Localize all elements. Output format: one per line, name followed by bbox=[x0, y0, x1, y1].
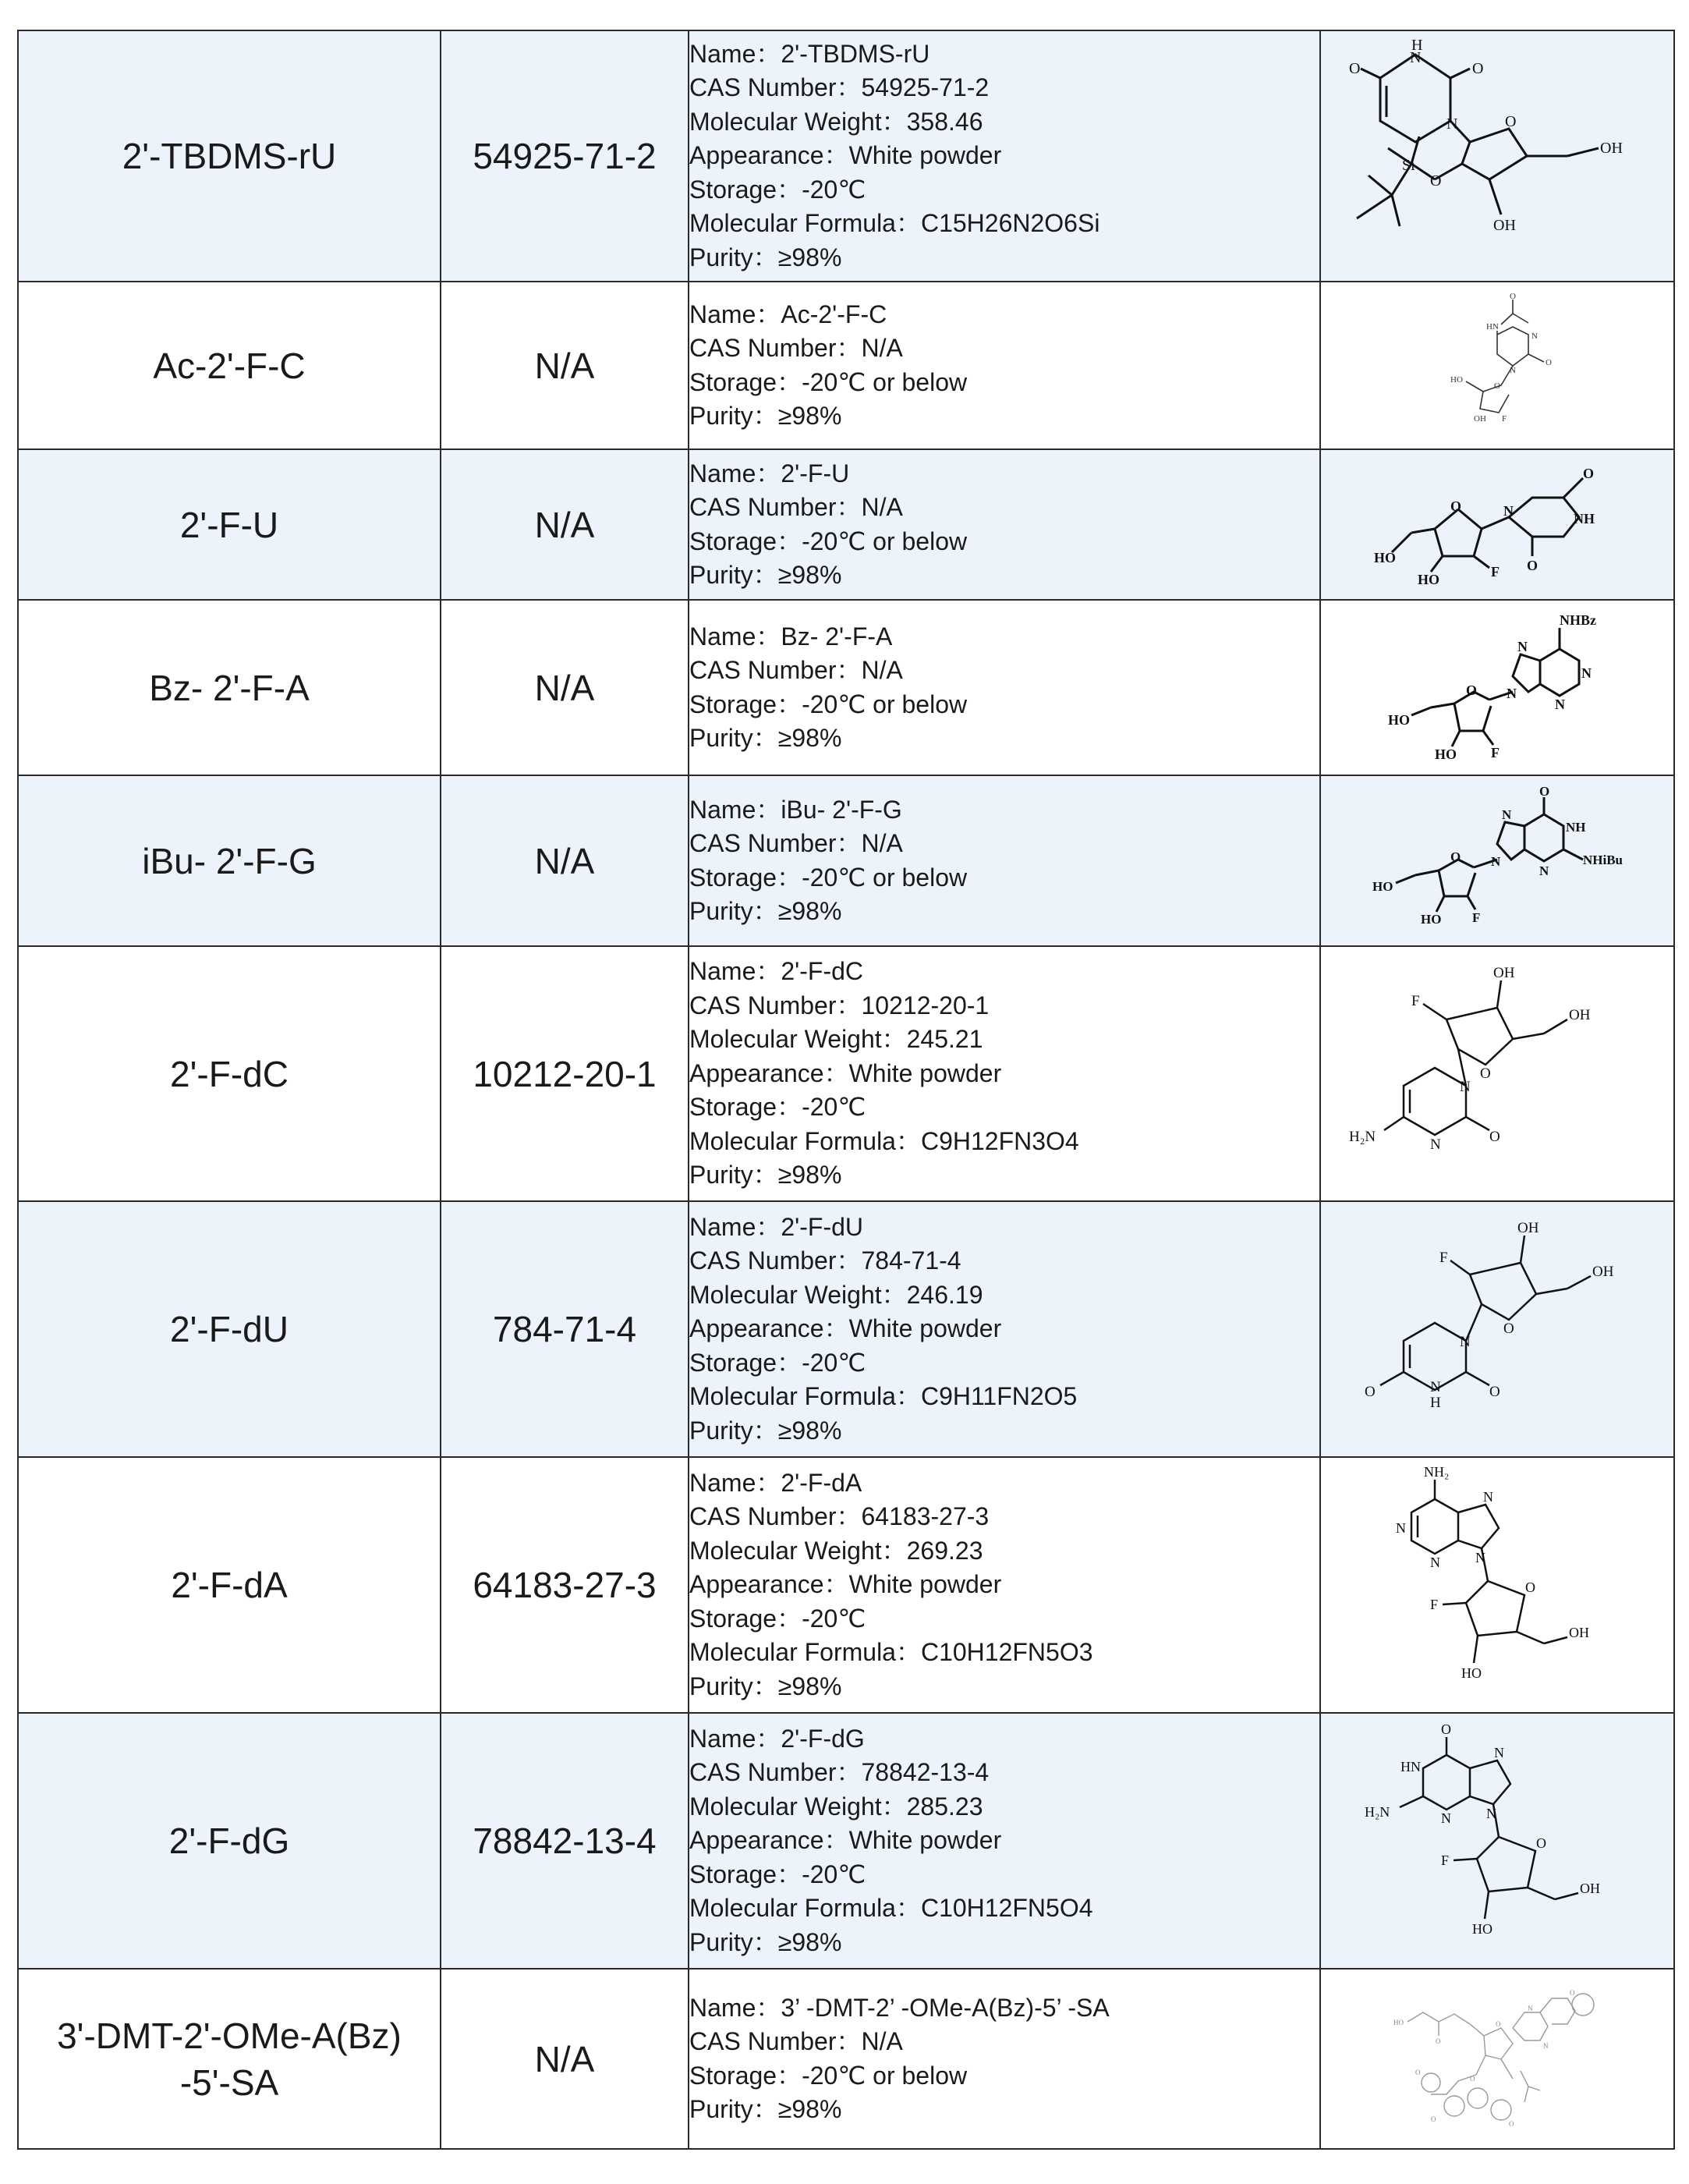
detail-cas: CAS Number：54925-71-2 bbox=[689, 73, 990, 102]
detail-cas: CAS Number：N/A bbox=[689, 829, 903, 857]
structure-label: F bbox=[1411, 992, 1420, 1009]
detail-cas: CAS Number：N/A bbox=[689, 656, 903, 684]
table-row bbox=[18, 449, 1674, 600]
structure-label: N bbox=[1517, 638, 1528, 654]
structure-label: H bbox=[1430, 1395, 1441, 1411]
structure-label: N bbox=[1507, 685, 1517, 701]
cas-number-cell bbox=[441, 1713, 689, 1969]
detail-name: Name：3’ -DMT-2’ -OMe-A(Bz)-5’ -SA bbox=[689, 1993, 1110, 2022]
dmt-ome-adenosine-succinate-structure-icon bbox=[1384, 1981, 1610, 2137]
structure-label: OH bbox=[1569, 1625, 1589, 1640]
table-row bbox=[18, 282, 1674, 449]
structure-label: O bbox=[1509, 2119, 1514, 2128]
detail-appearance: Appearance：White powder bbox=[689, 1826, 1002, 1855]
cas-number: 10212-20-1 bbox=[473, 1053, 657, 1094]
cas-number-cell bbox=[441, 449, 689, 600]
detail-purity: Purity：≥98% bbox=[689, 897, 842, 925]
detail-molecular-weight: Molecular Weight：245.21 bbox=[689, 1025, 983, 1054]
structure-label: N bbox=[1531, 331, 1538, 341]
structure-cell bbox=[1320, 1969, 1674, 2149]
structure-label: O bbox=[1570, 1988, 1575, 1997]
structure-label: O bbox=[1450, 849, 1461, 864]
structure-cell bbox=[1320, 1713, 1674, 1969]
detail-molecular-weight: Molecular Weight：285.23 bbox=[689, 1792, 983, 1821]
detail-storage: Storage：-20℃ bbox=[689, 1348, 866, 1377]
structure-label: OH bbox=[1493, 217, 1516, 234]
table-row bbox=[18, 30, 1674, 282]
product-table bbox=[17, 30, 1675, 2150]
structure-label: O bbox=[1503, 1321, 1514, 1337]
structure-label: NHiBu bbox=[1583, 852, 1623, 867]
structure-label: HO bbox=[1388, 711, 1411, 728]
structure-label: O bbox=[1510, 291, 1516, 301]
structure-label: HO bbox=[1372, 878, 1393, 894]
structure-label: H bbox=[1411, 39, 1423, 54]
product-details-cell bbox=[689, 1969, 1320, 2149]
fluoro-deoxyguanosine-structure-icon bbox=[1333, 1720, 1661, 1962]
detail-purity: Purity：≥98% bbox=[689, 2095, 842, 2123]
detail-name: Name：2'-F-dA bbox=[689, 1468, 862, 1497]
product-name-line: -5'-SA bbox=[179, 2062, 279, 2103]
product-name-cell bbox=[18, 30, 441, 282]
table-row bbox=[18, 775, 1674, 946]
structure-cell bbox=[1320, 30, 1674, 282]
product-details-cell bbox=[689, 1713, 1320, 1969]
structure-label: O bbox=[1441, 1721, 1451, 1737]
structure-label: N bbox=[1503, 502, 1514, 519]
tbdms-uridine-structure-icon bbox=[1333, 39, 1661, 273]
product-name: Ac-2'-F-C bbox=[153, 345, 306, 386]
detail-appearance: Appearance：White powder bbox=[689, 1570, 1002, 1599]
cas-number: 784-71-4 bbox=[492, 1309, 637, 1349]
cas-number-cell bbox=[441, 1457, 689, 1713]
acetyl-fluoro-cytidine-structure-icon bbox=[1411, 292, 1583, 440]
detail-storage: Storage：-20℃ or below bbox=[689, 863, 968, 892]
detail-name: Name：2'-F-dG bbox=[689, 1724, 865, 1753]
structure-label: N bbox=[1441, 1810, 1451, 1826]
structure-label: O bbox=[1436, 2037, 1441, 2045]
product-name-cell bbox=[18, 946, 441, 1201]
detail-storage: Storage：-20℃ or below bbox=[689, 367, 968, 396]
fluoro-deoxyadenosine-structure-icon bbox=[1333, 1464, 1661, 1706]
benzoyl-fluoro-adenosine-structure-icon bbox=[1365, 606, 1630, 770]
structure-label: N bbox=[1491, 853, 1501, 869]
cas-number-cell bbox=[441, 600, 689, 775]
detail-cas: CAS Number：784-71-4 bbox=[689, 1246, 961, 1275]
cas-number: 78842-13-4 bbox=[473, 1821, 657, 1861]
product-name-cell bbox=[18, 1969, 441, 2149]
product-name: 2'-F-U bbox=[179, 504, 279, 545]
cas-number: N/A bbox=[534, 2038, 595, 2079]
product-details-cell bbox=[689, 30, 1320, 282]
detail-cas: CAS Number：N/A bbox=[689, 493, 903, 521]
product-details-cell bbox=[689, 282, 1320, 449]
structure-label: F bbox=[1439, 1250, 1448, 1266]
cas-number: N/A bbox=[534, 345, 595, 386]
structure-label: HO bbox=[1393, 2018, 1404, 2026]
structure-label: N bbox=[1430, 1555, 1440, 1570]
detail-cas: CAS Number：N/A bbox=[689, 334, 903, 362]
product-details-cell bbox=[689, 1201, 1320, 1457]
detail-appearance: Appearance：White powder bbox=[689, 1058, 1002, 1087]
isobutyryl-fluoro-guanosine-structure-icon bbox=[1357, 783, 1638, 939]
structure-label: OH bbox=[1600, 140, 1623, 157]
detail-appearance: Appearance：White powder bbox=[689, 141, 1002, 170]
structure-label: N bbox=[1494, 1745, 1504, 1760]
product-name: 2'-F-dG bbox=[168, 1821, 290, 1861]
fluoro-deoxycytidine-structure-icon bbox=[1333, 957, 1661, 1191]
cas-number-cell bbox=[441, 1969, 689, 2149]
structure-label: O bbox=[1536, 1835, 1546, 1851]
product-name: 2'-F-dC bbox=[170, 1053, 289, 1094]
structure-label: N bbox=[1475, 1550, 1485, 1565]
product-details-cell bbox=[689, 600, 1320, 775]
structure-label: HO bbox=[1435, 746, 1457, 762]
structure-label: N bbox=[1430, 1136, 1441, 1153]
structure-label: N bbox=[1528, 2004, 1533, 2012]
structure-label: O bbox=[1496, 2019, 1501, 2028]
detail-name: Name：2'-F-dU bbox=[689, 1212, 864, 1241]
structure-label: OH bbox=[1569, 1006, 1591, 1023]
product-name-cell bbox=[18, 449, 441, 600]
cas-number-cell bbox=[441, 1201, 689, 1457]
structure-label: N bbox=[1460, 1334, 1471, 1350]
structure-label: OH bbox=[1474, 413, 1486, 424]
structure-label: N bbox=[1486, 1806, 1496, 1821]
structure-cell bbox=[1320, 600, 1674, 775]
product-name-cell bbox=[18, 775, 441, 946]
structure-label: HO bbox=[1472, 1921, 1492, 1937]
detail-cas: CAS Number：N/A bbox=[689, 2027, 903, 2055]
structure-label: F bbox=[1472, 909, 1481, 925]
detail-purity: Purity：≥98% bbox=[689, 724, 842, 752]
detail-storage: Storage：-20℃ or below bbox=[689, 690, 968, 718]
structure-label: O bbox=[1489, 1128, 1500, 1145]
structure-label: HO bbox=[1374, 549, 1397, 566]
structure-cell bbox=[1320, 946, 1674, 1201]
structure-label: OH bbox=[1580, 1881, 1600, 1896]
detail-purity: Purity：≥98% bbox=[689, 1161, 842, 1190]
structure-label: NH₂ bbox=[1424, 1464, 1450, 1480]
structure-label: O bbox=[1539, 783, 1550, 799]
detail-molecular-weight: Molecular Weight：246.19 bbox=[689, 1280, 983, 1309]
detail-name: Name：Ac-2'-F-C bbox=[689, 300, 887, 328]
cas-number: 64183-27-3 bbox=[473, 1565, 657, 1605]
structure-label: HO bbox=[1418, 571, 1440, 587]
structure-label: O bbox=[1365, 1384, 1376, 1400]
table-row bbox=[18, 946, 1674, 1201]
product-details-cell bbox=[689, 449, 1320, 600]
structure-label: O bbox=[1466, 682, 1478, 698]
product-name-cell bbox=[18, 1713, 441, 1969]
table-row bbox=[18, 600, 1674, 775]
structure-cell bbox=[1320, 282, 1674, 449]
detail-purity: Purity：≥98% bbox=[689, 1927, 842, 1956]
fluoro-uridine-structure-icon bbox=[1365, 455, 1630, 595]
detail-storage: Storage：-20℃ bbox=[689, 1860, 866, 1888]
detail-molecular-formula: Molecular Formula：C9H12FN3O4 bbox=[689, 1126, 1079, 1155]
cas-number: 54925-71-2 bbox=[473, 136, 657, 176]
detail-storage: Storage：-20℃ bbox=[689, 1604, 866, 1633]
structure-label: O bbox=[1489, 1384, 1500, 1400]
structure-label: N bbox=[1581, 665, 1592, 681]
cas-number: N/A bbox=[534, 840, 595, 881]
detail-cas: CAS Number：10212-20-1 bbox=[689, 991, 990, 1019]
product-name: 2'-TBDMS-rU bbox=[122, 136, 337, 176]
cas-number-cell bbox=[441, 775, 689, 946]
structure-label: F bbox=[1502, 413, 1507, 424]
structure-label: HO bbox=[1461, 1665, 1482, 1681]
structure-label: O bbox=[1431, 2115, 1436, 2123]
detail-molecular-weight: Molecular Weight：269.23 bbox=[689, 1536, 983, 1565]
detail-molecular-formula: Molecular Formula：C10H12FN5O4 bbox=[689, 1894, 1093, 1923]
detail-storage: Storage：-20℃ or below bbox=[689, 2061, 968, 2090]
detail-cas: CAS Number：78842-13-4 bbox=[689, 1758, 990, 1787]
structure-label: Si bbox=[1402, 157, 1415, 174]
product-details-cell bbox=[689, 775, 1320, 946]
cas-number: N/A bbox=[534, 667, 595, 708]
detail-purity: Purity：≥98% bbox=[689, 243, 842, 271]
detail-molecular-formula: Molecular Formula：C9H11FN2O5 bbox=[689, 1382, 1078, 1411]
structure-label: HN bbox=[1486, 321, 1499, 332]
detail-name: Name：2'-F-dC bbox=[689, 957, 864, 986]
structure-label: F bbox=[1430, 1597, 1439, 1612]
structure-label: H₂N bbox=[1349, 1128, 1376, 1145]
structure-cell bbox=[1320, 449, 1674, 600]
structure-label: NHBz bbox=[1560, 612, 1596, 628]
structure-label: O bbox=[1480, 1065, 1491, 1082]
detail-molecular-formula: Molecular Formula：C10H12FN5O3 bbox=[689, 1638, 1093, 1667]
product-name: 2'-F-dA bbox=[171, 1565, 288, 1605]
detail-molecular-weight: Molecular Weight：358.46 bbox=[689, 107, 983, 136]
cas-number-cell bbox=[441, 30, 689, 282]
product-name-cell bbox=[18, 600, 441, 775]
structure-label: O bbox=[1349, 60, 1361, 77]
detail-name: Name：Bz- 2'-F-A bbox=[689, 622, 893, 651]
product-name: 2'-F-dU bbox=[170, 1309, 289, 1349]
detail-storage: Storage：-20℃ or below bbox=[689, 526, 968, 555]
detail-name: Name：2'-TBDMS-rU bbox=[689, 39, 930, 68]
structure-label: O bbox=[1527, 557, 1539, 573]
detail-cas: CAS Number：64183-27-3 bbox=[689, 1502, 990, 1531]
structure-label: F bbox=[1441, 1852, 1450, 1868]
structure-label: N bbox=[1430, 1379, 1441, 1395]
structure-label: O bbox=[1472, 60, 1484, 77]
detail-purity: Purity：≥98% bbox=[689, 1416, 842, 1445]
structure-label: N bbox=[1502, 807, 1512, 822]
detail-storage: Storage：-20℃ bbox=[689, 1093, 866, 1122]
structure-cell bbox=[1320, 1201, 1674, 1457]
product-name-cell bbox=[18, 282, 441, 449]
detail-molecular-formula: Molecular Formula：C15H26N2O6Si bbox=[689, 209, 1100, 238]
structure-label: O bbox=[1505, 113, 1517, 130]
detail-name: Name：2'-F-U bbox=[689, 459, 850, 488]
structure-label: N bbox=[1396, 1520, 1406, 1536]
structure-label: O bbox=[1415, 2068, 1421, 2076]
table-row bbox=[18, 1713, 1674, 1969]
structure-label: O bbox=[1470, 2074, 1475, 2083]
structure-label: N bbox=[1483, 1489, 1493, 1505]
structure-label: HO bbox=[1421, 911, 1442, 927]
structure-label: H₂N bbox=[1365, 1804, 1390, 1820]
cas-number-cell bbox=[441, 282, 689, 449]
cas-number-cell bbox=[441, 946, 689, 1201]
structure-label: OH bbox=[1592, 1264, 1614, 1280]
structure-label: N bbox=[1446, 115, 1458, 133]
product-details-cell bbox=[689, 946, 1320, 1201]
structure-label: N bbox=[1543, 2041, 1549, 2050]
structure-label: N bbox=[1410, 49, 1422, 66]
detail-purity: Purity：≥98% bbox=[689, 561, 842, 589]
product-name-line: 3'-DMT-2'-OMe-A(Bz) bbox=[57, 2015, 402, 2056]
detail-name: Name：iBu- 2'-F-G bbox=[689, 795, 902, 824]
structure-label: N bbox=[1539, 863, 1549, 878]
product-name-cell bbox=[18, 1201, 441, 1457]
product-name: Bz- 2'-F-A bbox=[149, 667, 310, 708]
detail-storage: Storage：-20℃ bbox=[689, 175, 866, 204]
structure-label: O bbox=[1450, 498, 1462, 514]
structure-label: F bbox=[1491, 744, 1500, 760]
structure-label: O bbox=[1546, 357, 1552, 367]
detail-purity: Purity：≥98% bbox=[689, 1672, 842, 1700]
structure-label: O bbox=[1494, 381, 1500, 391]
structure-label: O bbox=[1583, 465, 1595, 481]
detail-purity: Purity：≥98% bbox=[689, 402, 842, 430]
structure-label: HO bbox=[1450, 374, 1463, 385]
structure-label: O bbox=[1430, 172, 1442, 190]
table-row bbox=[18, 1201, 1674, 1457]
detail-appearance: Appearance：White powder bbox=[689, 1314, 1002, 1343]
structure-cell bbox=[1320, 1457, 1674, 1713]
structure-label: O bbox=[1525, 1580, 1535, 1595]
structure-label: N bbox=[1510, 365, 1516, 375]
structure-label: OH bbox=[1517, 1220, 1539, 1236]
structure-label: N bbox=[1555, 696, 1565, 712]
table-row bbox=[18, 1457, 1674, 1713]
product-name: iBu- 2'-F-G bbox=[142, 840, 317, 881]
fluoro-deoxyuridine-structure-icon bbox=[1333, 1212, 1661, 1446]
product-name-cell bbox=[18, 1457, 441, 1713]
structure-cell bbox=[1320, 775, 1674, 946]
structure-label: OH bbox=[1493, 964, 1515, 981]
structure-label: NH bbox=[1574, 510, 1595, 526]
structure-label: N bbox=[1460, 1078, 1471, 1095]
structure-label: F bbox=[1491, 563, 1500, 580]
table-row bbox=[18, 1969, 1674, 2149]
structure-label: HN bbox=[1400, 1759, 1421, 1774]
product-details-cell bbox=[689, 1457, 1320, 1713]
cas-number: N/A bbox=[534, 504, 595, 545]
structure-label: NH bbox=[1566, 819, 1586, 835]
